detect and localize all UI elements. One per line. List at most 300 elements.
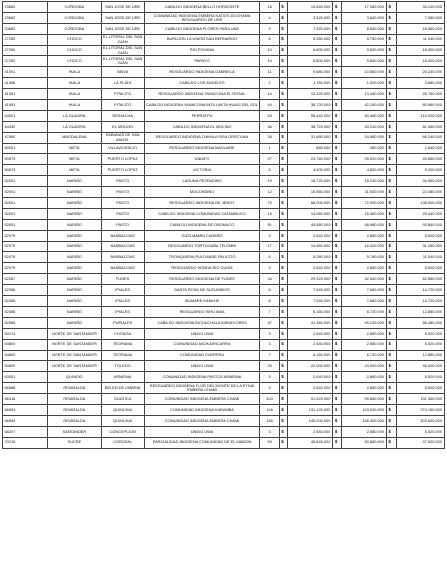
cell-code: 27250 [3,56,48,67]
currency-symbol: $ [387,383,397,394]
cell-count: 104 [260,394,279,405]
table-row [3,252,445,263]
cell-total: 9.200.000 [396,165,444,176]
cell-amount-2: 42.240.000 [341,100,386,111]
currency-symbol: $ [279,285,288,296]
cell-count: 75 [260,198,279,209]
currency-symbol: $ [333,89,342,100]
table-row [3,100,445,111]
currency-symbol: $ [279,176,288,187]
cell-code: 44430 [3,121,48,132]
cell-code: 52001 [3,208,48,219]
currency-symbol: $ [333,317,342,328]
cell-amount-1: 1.760.000 [288,78,333,89]
cell-total: 29.440.000 [396,208,444,219]
cell-total: 115.920.000 [396,110,444,121]
cell-count: 165 [260,415,279,426]
currency-symbol: $ [387,45,397,56]
cell-municipality: EL LITORAL DEL SAN JUAN [102,45,143,55]
cell-amount-2: 2.880.000 [341,372,386,383]
cell-entity: CABILDO INDIGENA BELLO HORIZONTE [144,2,260,13]
cell-amount-1: 14.960.000 [288,241,333,252]
cell-amount-2: 32.640.000 [341,274,386,285]
cell-entity: UNIDO UWA [144,328,260,339]
cell-amount-1: 14.080.000 [288,208,333,219]
cell-department: NARIÑO [48,187,102,198]
cell-entity: BURUJON LA UNION SAN BERNARDO [144,34,260,45]
currency-symbol: $ [387,89,397,100]
cell-municipality: PASTO [101,187,144,198]
cell-amount-2: 15.360.000 [341,208,386,219]
cell-amount-1: 7.040.000 [288,296,333,307]
cell-amount-2: 2.880.000 [341,230,386,241]
table-row [3,154,445,165]
cell-amount-2: 4.800.000 [341,165,386,176]
cell-amount-1: 38.720.000 [288,100,333,111]
cell-municipality: QUINCHIA [101,404,144,415]
cell-amount-1: 4.400.000 [288,165,333,176]
table-row [3,165,445,176]
cell-entity: VICTORIA [144,165,260,176]
cell-total: 12.880.000 [396,350,444,361]
cell-amount-2: 99.840.000 [341,394,386,405]
cell-amount-2: 10.560.000 [341,67,386,78]
cell-amount-1: 55.440.000 [288,110,333,121]
cell-code: 41001 [3,67,48,78]
cell-entity: IKUMARE KANKHE [144,296,260,307]
currency-symbol: $ [387,372,397,383]
currency-symbol: $ [333,121,342,132]
currency-symbol: $ [387,241,397,252]
currency-symbol: $ [333,23,342,34]
currency-symbol: $ [333,372,342,383]
cell-department: NORTE DE SANTANDER [48,361,102,372]
cell-count: 47 [260,317,279,328]
cell-code: 52356 [3,285,48,296]
currency-symbol: $ [333,56,342,67]
cell-count: 53 [260,437,279,448]
currency-symbol: $ [333,415,342,426]
table-row [3,132,445,143]
table-row [3,187,445,198]
cell-entity: PARCIALIDAD INDIGENA COMUNIDAD DE EL MAMON [144,437,260,448]
table-row [3,328,445,339]
cell-count: 63 [260,110,279,121]
cell-municipality: NEIVA [101,67,144,78]
cell-entity: PERRATPU [144,110,260,121]
cell-municipality: SABANAS DE SAN ANGEL [101,132,144,143]
currency-symbol: $ [387,67,397,78]
cell-total: 5.520.000 [396,263,444,274]
cell-department: CORDOBA [48,2,102,13]
currency-symbol: $ [333,165,342,176]
table-row [3,263,445,274]
cell-department: LA GUAJIRA [48,110,102,121]
cell-code: 52001 [3,219,48,230]
cell-entity: UNIAFO [144,154,260,165]
table-row [3,219,445,230]
cell-total: 12.880.000 [396,306,444,317]
cell-count: 10 [260,56,279,67]
cell-entity: COMUNIDAD INDIGENA EMBERA CHAMI [144,394,260,405]
cell-code: 52001 [3,187,48,198]
cell-total: 191.360.000 [396,394,444,405]
table-row [3,415,445,426]
cell-code: 52079 [3,263,48,274]
currency-symbol: $ [387,154,397,165]
cell-amount-1: 5.280.000 [288,34,333,45]
cell-amount-2: 45.120.000 [341,317,386,328]
cell-count: 6 [260,34,279,45]
currency-symbol: $ [279,154,288,165]
currency-symbol: $ [333,34,342,45]
currency-symbol: $ [387,121,397,132]
cell-entity: PAPAYO [144,56,260,67]
table-row [3,2,445,13]
cell-department: LA GUAJIRA [48,121,102,132]
cell-department: CHOCO [48,34,102,45]
cell-amount-2: 2.880.000 [341,426,386,437]
currency-symbol: $ [279,45,288,56]
cell-amount-1: 8.800.000 [288,45,333,56]
cell-entity: COMUNIDAD INDIGENA EMBERA KATIOS DOCHAMA RESGUARDO DE URE [144,12,260,23]
cell-code: 70215 [3,437,48,448]
currency-symbol: $ [279,100,288,111]
cell-amount-2: 2.880.000 [341,263,386,274]
currency-symbol: $ [333,45,342,56]
cell-municipality: TOLEDO [101,361,144,372]
currency-symbol: $ [279,23,288,34]
cell-department: MAGDALENA [48,132,102,143]
cell-count: 8 [260,285,279,296]
cell-count: 5 [260,165,279,176]
currency-symbol: $ [279,67,288,78]
cell-entity: UNIDO UWA [144,361,260,372]
cell-code: 52079 [3,230,48,241]
cell-total: 22.080.000 [396,187,444,198]
cell-total: 33.120.000 [396,2,444,13]
cell-amount-1: 2.640.000 [288,328,333,339]
table-row [3,383,445,394]
currency-symbol: $ [333,339,342,350]
cell-department: HUILA [48,100,102,111]
cell-code: 23682 [3,12,48,23]
cell-amount-2: 143.040.000 [341,404,386,415]
cell-amount-1: 880.000 [288,143,333,154]
currency-symbol: $ [279,372,288,383]
currency-symbol: $ [387,23,397,34]
table-row [3,306,445,317]
cell-total: 25.760.000 [396,89,444,100]
cell-amount-2: 158.400.000 [341,415,386,426]
table-row [3,230,445,241]
currency-symbol: $ [279,274,288,285]
cell-code: 50573 [3,154,48,165]
cell-department: CORDOBA [48,23,102,34]
cell-amount-1: 2.640.000 [288,383,333,394]
currency-symbol: $ [279,219,288,230]
cell-amount-1: 31.680.000 [288,132,333,143]
currency-symbol: $ [333,230,342,241]
cell-entity: CABILDO INDIGENA COMUNIDAD CATAMBUCO [144,208,260,219]
cell-count: 149 [260,404,279,415]
cell-department: HUILA [48,67,102,78]
cell-amount-2: 8.640.000 [341,23,386,34]
table-row [3,176,445,187]
cell-municipality: PASTO [101,176,144,187]
cell-amount-2: 17.280.000 [341,2,386,13]
table-row [3,56,445,67]
cell-total: 49.680.000 [396,154,444,165]
cell-amount-1: 91.520.000 [288,394,333,405]
currency-symbol: $ [333,437,342,448]
currency-symbol: $ [333,306,342,317]
cell-amount-1: 15.840.000 [288,2,333,13]
cell-municipality: CHITAGA [101,328,144,339]
cell-code: 66594 [3,415,48,426]
cell-count: 18 [260,2,279,13]
cell-amount-2: 2.880.000 [341,328,386,339]
cell-code: 41396 [3,78,48,89]
cell-code: 52356 [3,306,48,317]
cell-code: 66088 [3,383,48,394]
cell-code: 66594 [3,404,48,415]
cell-department: RISARALDA [48,394,102,405]
cell-department: NARIÑO [48,296,102,307]
cell-department: NARIÑO [48,263,102,274]
currency-symbol: $ [387,165,397,176]
currency-symbol: $ [387,296,397,307]
cell-entity: MOCONDINO [144,187,260,198]
cell-total: 11.040.000 [396,252,444,263]
currency-symbol: $ [279,198,288,209]
currency-symbol: $ [333,67,342,78]
currency-symbol: $ [333,176,342,187]
cell-department: SANTANDER [48,426,102,437]
cell-department: CORDOBA [48,12,102,23]
cell-count: 17 [260,241,279,252]
cell-amount-1: 2.640.000 [288,426,333,437]
cell-amount-2: 6.720.000 [341,350,386,361]
cell-entity: CABILDO INDIGENA FLORES PARA UNE [144,23,260,34]
currency-symbol: $ [279,296,288,307]
cell-code: 47660 [3,132,48,143]
cell-amount-1: 2.640.000 [288,339,333,350]
currency-symbol: $ [279,230,288,241]
currency-symbol: $ [387,394,397,405]
cell-municipality: BARBACOAS [101,252,144,263]
cell-code: 54174 [3,328,48,339]
cell-total: 3.680.000 [396,78,444,89]
currency-symbol: $ [333,198,342,209]
currency-symbol: $ [387,110,397,121]
currency-symbol: $ [333,78,342,89]
currency-symbol: $ [279,89,288,100]
cell-amount-1: 2.640.000 [288,230,333,241]
cell-department: HUILA [48,89,102,100]
cell-amount-2: 11.520.000 [341,187,386,198]
currency-symbol: $ [387,100,397,111]
cell-total: 31.280.000 [396,241,444,252]
cell-count: 8 [260,296,279,307]
currency-symbol: $ [333,241,342,252]
table-row [3,143,445,154]
cell-municipality: PASTO [101,198,144,209]
currency-symbol: $ [333,143,342,154]
cell-amount-1: 10.560.000 [288,187,333,198]
currency-symbol: $ [333,383,342,394]
cell-department: NORTE DE SANTANDER [48,350,102,361]
currency-symbol: $ [387,437,397,448]
currency-symbol: $ [279,394,288,405]
currency-symbol: $ [279,143,288,154]
currency-symbol: $ [387,339,397,350]
cell-entity: COMUNIDAD INDIGENA EMBERA CHAMI [144,415,260,426]
cell-code: 50001 [3,143,48,154]
cell-total: 97.520.000 [396,437,444,448]
cell-count: 3 [260,426,279,437]
cell-amount-1: 23.760.000 [288,154,333,165]
cell-amount-2: 48.960.000 [341,219,386,230]
cell-code: 54820 [3,361,48,372]
cell-municipality: TEORAMA [101,339,144,350]
cell-municipality: CONCEPCION [101,426,144,437]
cell-code: 54800 [3,350,48,361]
currency-symbol: $ [333,154,342,165]
cell-code: 52356 [3,296,48,307]
currency-symbol: $ [387,415,397,426]
currency-symbol: $ [387,306,397,317]
cell-amount-2: 60.480.000 [341,110,386,121]
cell-municipality: LA PLATA [101,78,144,89]
cell-department: SUCRE [48,437,102,448]
table-row [3,208,445,219]
cell-amount-2: 6.720.000 [341,306,386,317]
cell-amount-2: 2.880.000 [341,383,386,394]
cell-department: META [48,154,102,165]
cell-count: 3 [260,328,279,339]
currency-symbol: $ [333,263,342,274]
currency-symbol: $ [279,404,288,415]
cell-count: 3 [260,263,279,274]
table-row [3,121,445,132]
cell-total: 7.360.000 [396,12,444,23]
table-row [3,350,445,361]
currency-symbol: $ [333,187,342,198]
table-row [3,89,445,100]
cell-code: 52079 [3,252,48,263]
cell-entity: COMUNIDAD INDIGENA KARAMBA [144,404,260,415]
cell-count: 19 [260,176,279,187]
cell-entity: CABILDO INDIGENA EL MOLINO [144,121,260,132]
cell-count: 11 [260,67,279,78]
cell-municipality: IPIALES [101,296,144,307]
currency-symbol: $ [387,56,397,67]
cell-municipality: IPIALES [101,285,144,296]
currency-symbol: $ [333,110,342,121]
currency-symbol: $ [387,2,397,13]
cell-municipality: SAN JOSE DE URE [101,12,144,23]
cell-total: 5.520.000 [396,230,444,241]
currency-symbol: $ [333,285,342,296]
cell-count: 15 [260,208,279,219]
cell-total: 14.720.000 [396,296,444,307]
currency-symbol: $ [279,361,288,372]
table-row [3,361,445,372]
cell-department: RISARALDA [48,383,102,394]
cell-total: 80.960.000 [396,100,444,111]
cell-count: 36 [260,132,279,143]
cell-municipality: COROZAL [101,437,144,448]
currency-symbol: $ [387,263,397,274]
currency-symbol: $ [387,317,397,328]
currency-symbol: $ [279,317,288,328]
currency-symbol: $ [279,252,288,263]
currency-symbol: $ [333,328,342,339]
cell-department: QUINDIO [48,372,102,383]
currency-symbol: $ [333,361,342,372]
cell-total: 5.520.000 [396,339,444,350]
cell-department: NARIÑO [48,230,102,241]
cell-entity: GUELMAMBI CARAÑO [144,230,260,241]
cell-municipality: EL LITORAL DEL SAN JUAN [102,56,143,66]
currency-symbol: $ [387,34,397,45]
cell-code: 52585 [3,317,48,328]
currency-symbol: $ [279,78,288,89]
cell-department: META [48,165,102,176]
currency-symbol: $ [279,241,288,252]
cell-total: 18.400.000 [396,56,444,67]
cell-municipality: TEORAMA [101,350,144,361]
cell-total: 5.520.000 [396,372,444,383]
cell-entity: RESGUARDO TORTUGAÑA TELEMBI [144,241,260,252]
cell-entity: RESGUARDO INDIGENA FLOR DEL MONTE DE LA ETNIA EMBERA CHAMI [144,383,260,394]
table-row [3,274,445,285]
currency-symbol: $ [279,12,288,23]
cell-amount-2: 9.600.000 [341,45,386,56]
cell-total: 5.520.000 [396,383,444,394]
cell-department: RISARALDA [48,404,102,415]
cell-municipality: QUINCHIA [101,415,144,426]
cell-count: 27 [260,154,279,165]
currency-symbol: $ [387,252,397,263]
cell-count: 25 [260,361,279,372]
cell-amount-1: 44.880.000 [288,219,333,230]
cell-department: RISARALDA [48,415,102,426]
cell-amount-2: 9.600.000 [341,56,386,67]
cell-count: 12 [260,187,279,198]
cell-entity: SANTA ROSA DE SUCUMBIOS [144,285,260,296]
table-row [3,394,445,405]
cell-total: 5.520.000 [396,426,444,437]
cell-department: NARIÑO [48,317,102,328]
cell-amount-1: 5.280.000 [288,252,333,263]
table-row [3,12,445,23]
currency-symbol: $ [333,252,342,263]
table-body [3,2,445,449]
cell-count: 10 [260,45,279,56]
cell-total: 81.960.000 [396,121,444,132]
currency-symbol: $ [333,2,342,13]
cell-municipality: RIOHACHA [101,110,144,121]
cell-count: 9 [260,23,279,34]
currency-symbol: $ [279,56,288,67]
currency-symbol: $ [279,121,288,132]
cell-municipality: PASTO [101,219,144,230]
cell-amount-2: 13.440.000 [341,89,386,100]
cell-department: NARIÑO [48,208,102,219]
cell-total: 16.560.000 [396,23,444,34]
